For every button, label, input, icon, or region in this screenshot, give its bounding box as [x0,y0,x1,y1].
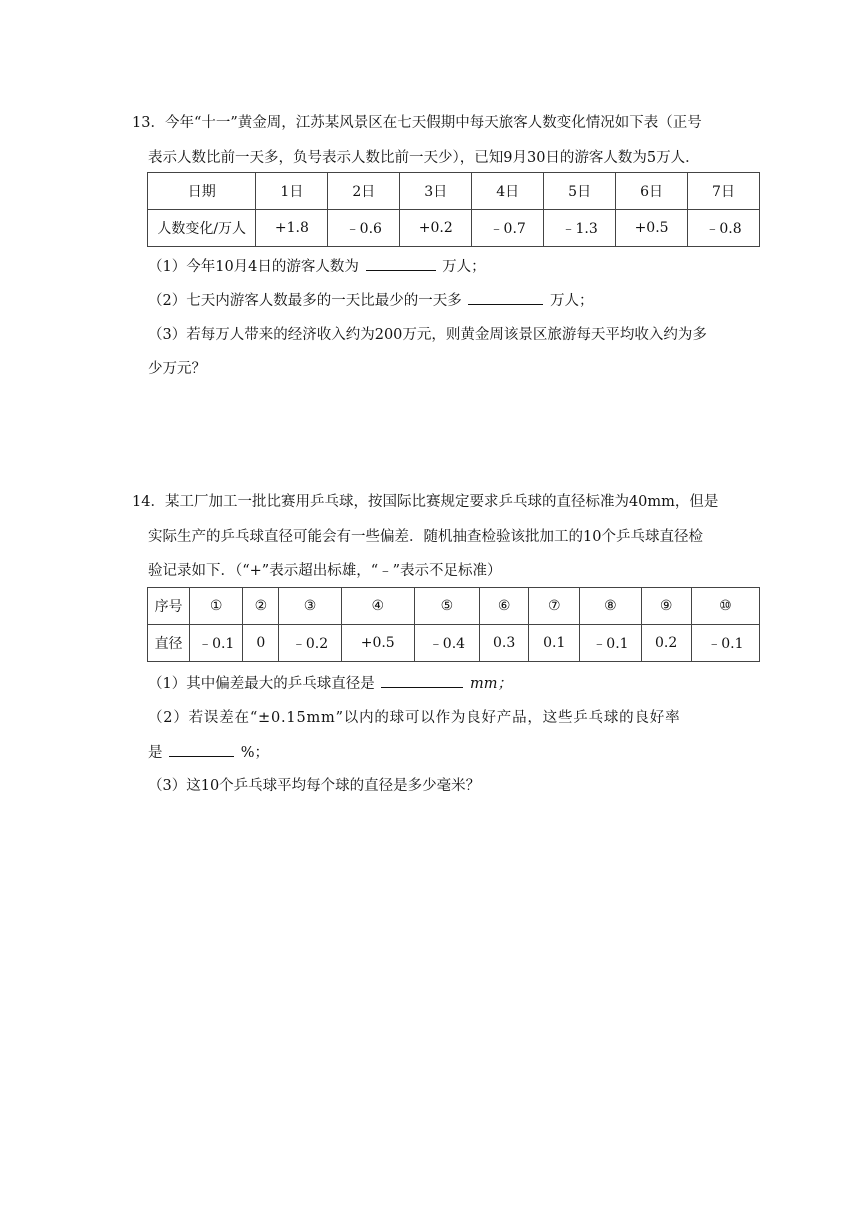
q14-header-cell: ① [190,588,243,625]
q14-header-cell: ③ [279,588,341,625]
q13-part-2-text: （2）七天内游客人数最多的一天比最少的一天多 [148,293,462,309]
q13-header-cell: 7日 [688,173,760,210]
q14-data-cell: +0.5 [341,625,414,662]
q14-table-data-row [148,625,760,662]
q13-table [147,172,760,247]
q14-table-header-row [148,588,760,625]
q13-data-cell: ﹣0.8 [688,210,760,247]
q13-data-cell: +1.8 [256,210,328,247]
q13-line-2: 表示人数比前一天多，负号表示人数比前一天少），已知9月30日的游客人数为5万人． [148,150,700,166]
q13-header-cell: 6日 [616,173,688,210]
q13-part-3-line-1: （3）若每万人带来的经济收入约为200万元，则黄金周该景区旅游每天平均收入约为多 [148,327,707,343]
q14-header-cell: ⑧ [580,588,641,625]
q13-data-cell: +0.2 [400,210,472,247]
q14-table [147,587,760,662]
q13-part-1 [148,256,486,277]
q14-data-cell: ﹣0.2 [279,625,341,662]
q14-part-3: （3）这10个乒乓球平均每个球的直径是多少毫米？ [148,778,481,794]
q13-line-1: 13．今年“十一”黄金周，江苏某风景区在七天假期中每天旅客人数变化情况如下表（正号 [132,115,702,131]
q14-part-2-text: 是 [148,745,163,761]
q14-part-2-line-2 [148,742,269,763]
q13-header-cell: 1日 [256,173,328,210]
q13-header-cell: 2日 [328,173,400,210]
q13-header-cell: 4日 [472,173,544,210]
q14-part-1 [148,673,512,694]
q14-line-2: 实际生产的乒乓球直径可能会有一些偏差．随机抽查检验该批加工的10个乒乓球直径检 [148,529,703,545]
q14-header-cell: ⑦ [529,588,580,625]
q13-header-cell: 日期 [148,173,256,210]
q14-line-1: 14．某工厂加工一批比赛用乒乓球，按国际比赛规定要求乒乓球的直径标准为40mm，但是 [132,494,719,510]
q14-part-2-line-1: （2）若误差在“±0.15mm”以内的球可以作为良好产品，这些乒乓球的良好率 [148,710,681,726]
q14-header-cell: 序号 [148,588,190,625]
q13-header-cell: 5日 [544,173,616,210]
q13-part-2 [148,290,593,311]
q14-header-cell: ⑥ [480,588,529,625]
q13-data-cell: ﹣1.3 [544,210,616,247]
q13-table-header-row [148,173,760,210]
q14-header-cell: ⑨ [641,588,691,625]
q14-header-cell: ⑩ [691,588,759,625]
q14-part-1-unit: mm； [469,676,512,692]
q13-part-1-answer-blank[interactable] [366,256,436,271]
q14-data-cell: ﹣0.1 [580,625,641,662]
q13-part-2-answer-blank[interactable] [468,290,543,305]
q14-header-cell: ② [243,588,279,625]
q14-data-cell: 0 [243,625,279,662]
q14-data-cell: ﹣0.1 [190,625,243,662]
q14-line-3: 验记录如下．（“+”表示超出标雄，“﹣”表示不足标准） [148,563,502,579]
q14-data-cell: 0.3 [480,625,529,662]
q14-part-1-text: （1）其中偏差最大的乒乓球直径是 [148,676,375,692]
q13-part-1-text: （1）今年10月4日的游客人数为 [148,259,359,275]
q13-part-3-line-2: 少万元？ [148,361,206,377]
q14-data-cell: 0.2 [641,625,691,662]
q13-part-1-unit: 万人； [442,259,486,275]
q14-part-2-answer-blank[interactable] [169,742,234,757]
q14-data-cell: ﹣0.4 [414,625,479,662]
q13-data-cell: 人数变化/万人 [148,210,256,247]
q13-data-cell: ﹣0.7 [472,210,544,247]
q14-header-cell: ⑤ [414,588,479,625]
q13-table-data-row [148,210,760,247]
q13-data-cell: ﹣0.6 [328,210,400,247]
q13-data-cell: +0.5 [616,210,688,247]
q14-data-cell: ﹣0.1 [691,625,759,662]
q13-header-cell: 3日 [400,173,472,210]
q14-data-cell: 直径 [148,625,190,662]
q14-header-cell: ④ [341,588,414,625]
q14-part-1-answer-blank[interactable] [381,673,463,688]
q14-part-2-unit: %； [240,745,269,761]
q14-data-cell: 0.1 [529,625,580,662]
q13-part-2-unit: 万人； [549,293,594,309]
